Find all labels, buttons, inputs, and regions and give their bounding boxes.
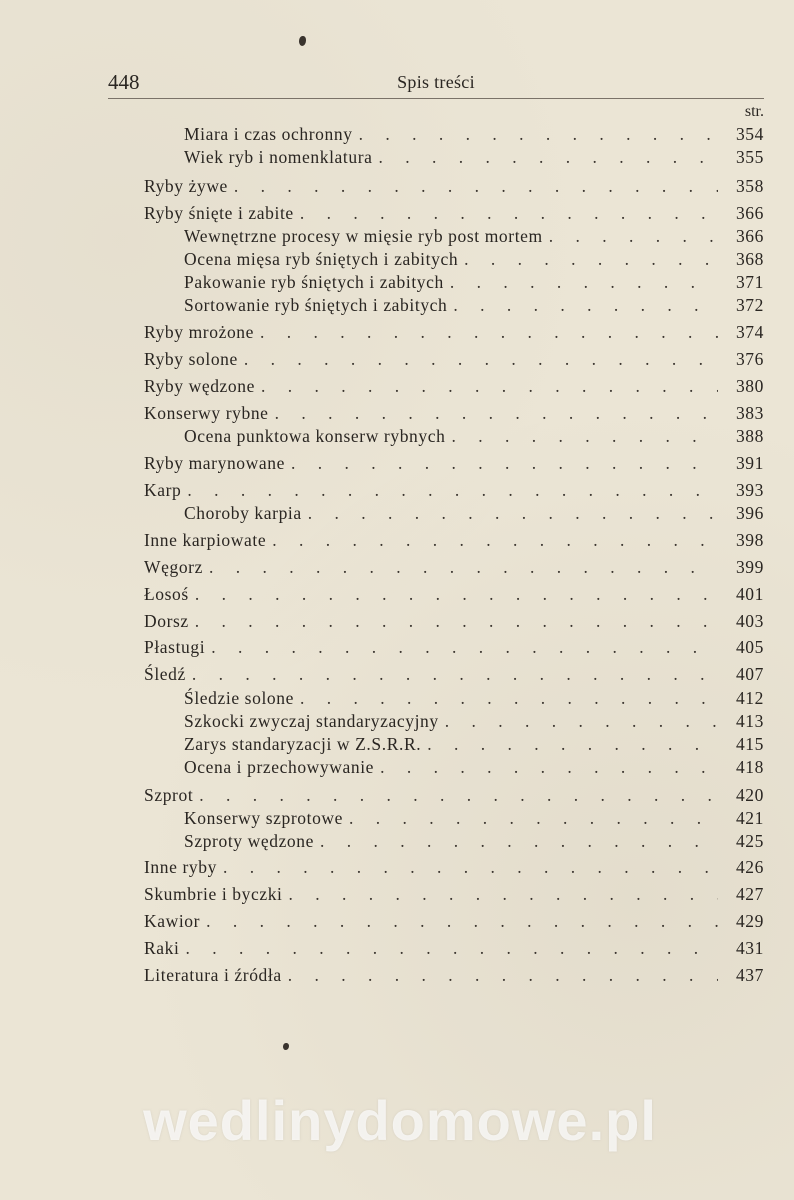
toc-entry-page: 376 — [735, 349, 764, 369]
dot-leader — [464, 249, 718, 270]
dot-leader — [380, 757, 718, 778]
dot-leader — [187, 480, 718, 501]
toc-entry[interactable] — [0, 203, 794, 225]
toc-entry[interactable] — [0, 734, 794, 756]
toc-entry[interactable] — [0, 911, 794, 933]
toc-entry[interactable] — [0, 503, 794, 525]
toc-entry-page: 418 — [735, 757, 764, 777]
toc-entry-page: 396 — [735, 503, 764, 523]
toc-entry-page: 437 — [735, 965, 764, 985]
dot-leader — [244, 349, 718, 370]
dot-leader — [211, 637, 718, 658]
toc-entry-title: Inne ryby — [144, 857, 217, 877]
dot-leader — [445, 711, 718, 732]
toc-entry-title: Śledź — [144, 664, 186, 684]
toc-entry-title: Choroby karpia — [184, 503, 302, 523]
toc-entry-title: Ocena i przechowywanie — [184, 757, 375, 777]
toc-entry-page: 383 — [735, 403, 764, 423]
toc-entry-page: 355 — [735, 147, 764, 167]
dot-leader — [379, 147, 718, 168]
dot-leader — [234, 176, 718, 197]
toc-entry-page: 374 — [735, 322, 764, 342]
toc-entry[interactable] — [0, 611, 794, 633]
toc-entry-title: Ocena mięsa ryb śniętych i zabitych — [184, 249, 459, 269]
dot-leader — [359, 124, 718, 145]
toc-entry-page: 401 — [735, 584, 764, 604]
toc-entry-page: 371 — [735, 272, 764, 292]
toc-entry[interactable] — [0, 226, 794, 248]
toc-entry[interactable] — [0, 664, 794, 686]
toc-entry-title: Wewnętrzne procesy w mięsie ryb post mortem — [184, 226, 543, 246]
toc-entry-page: 391 — [735, 453, 764, 473]
dot-leader — [451, 426, 718, 447]
dot-leader — [289, 884, 718, 905]
toc-entry[interactable] — [0, 322, 794, 344]
page-number: 448 — [108, 70, 140, 94]
toc-entry[interactable] — [0, 147, 794, 169]
toc-entry-page: 415 — [735, 734, 764, 754]
dot-leader — [192, 664, 718, 685]
dot-leader — [195, 611, 718, 632]
dot-leader — [275, 403, 718, 424]
toc-entry-title: Konserwy szprotowe — [184, 808, 344, 828]
toc-entry-page: 354 — [735, 124, 764, 144]
toc-entry-page: 368 — [735, 249, 764, 269]
toc-entry-page: 427 — [735, 884, 764, 904]
toc-entry-page: 366 — [735, 226, 764, 246]
toc-entry[interactable] — [0, 857, 794, 879]
ink-speck — [299, 36, 306, 46]
toc-entry[interactable] — [0, 249, 794, 271]
toc-entry[interactable] — [0, 530, 794, 552]
toc-entry-page: 429 — [735, 911, 764, 931]
toc-entry-title: Łosoś — [144, 584, 189, 604]
watermark: wedlinydomowe.pl — [143, 1089, 657, 1152]
toc-entry-page: 380 — [735, 376, 764, 396]
dot-leader — [453, 295, 718, 316]
toc-entry-title: Śledzie solone — [184, 688, 294, 708]
dot-leader — [450, 272, 718, 293]
toc-entry[interactable] — [0, 938, 794, 960]
dot-leader — [320, 831, 718, 852]
toc-entry-page: 426 — [735, 857, 764, 877]
toc-entry-page: 413 — [735, 711, 764, 731]
toc-entry-page: 407 — [735, 664, 764, 684]
dot-leader — [300, 688, 718, 709]
toc-entry[interactable] — [0, 453, 794, 475]
toc-entry-title: Szprot — [144, 785, 194, 805]
toc-entry-title: Ryby solone — [144, 349, 238, 369]
dot-leader — [185, 938, 718, 959]
toc-entry-title: Ryby żywe — [144, 176, 228, 196]
toc-entry-page: 388 — [735, 426, 764, 446]
toc-entry[interactable] — [0, 295, 794, 317]
dot-leader — [288, 965, 718, 986]
toc-entry[interactable] — [0, 688, 794, 710]
toc-entry-page: 366 — [735, 203, 764, 223]
toc-entry[interactable] — [0, 637, 794, 659]
toc-entry[interactable] — [0, 426, 794, 448]
dot-leader — [272, 530, 718, 551]
dot-leader — [300, 203, 718, 224]
toc-entry[interactable] — [0, 403, 794, 425]
toc-entry[interactable] — [0, 176, 794, 198]
toc-entry-page: 405 — [735, 637, 764, 657]
toc-entry-page: 431 — [735, 938, 764, 958]
toc-entry[interactable] — [0, 557, 794, 579]
toc-entry-title: Zarys standaryzacji w Z.S.R.R. — [184, 734, 422, 754]
ink-speck — [283, 1043, 289, 1050]
toc-entry-page: 398 — [735, 530, 764, 550]
dot-leader — [206, 911, 718, 932]
toc-entry-title: Ryby śnięte i zabite — [144, 203, 294, 223]
dot-leader — [260, 322, 718, 343]
toc-entry-page: 399 — [735, 557, 764, 577]
toc-entry[interactable] — [0, 808, 794, 830]
dot-leader — [427, 734, 718, 755]
dot-leader — [195, 584, 718, 605]
toc-entry-title: Karp — [144, 480, 182, 500]
toc-entry[interactable] — [0, 584, 794, 606]
toc-entry-title: Wiek ryb i nomenklatura — [184, 147, 373, 167]
toc-entry-title: Sortowanie ryb śniętych i zabitych — [184, 295, 448, 315]
toc-entry-title: Miara i czas ochronny — [184, 124, 353, 144]
toc-entry-page: 403 — [735, 611, 764, 631]
toc-entry[interactable] — [0, 376, 794, 398]
dot-leader — [261, 376, 718, 397]
toc-entry-title: Szproty wędzone — [184, 831, 315, 851]
toc-entry[interactable] — [0, 757, 794, 779]
toc-entry-title: Konserwy rybne — [144, 403, 269, 423]
toc-entry[interactable] — [0, 831, 794, 853]
toc-entry[interactable] — [0, 884, 794, 906]
toc-entry[interactable] — [0, 124, 794, 146]
dot-leader — [199, 785, 718, 806]
dot-leader — [349, 808, 718, 829]
toc-entry-title: Szkocki zwyczaj standaryzacyjny — [184, 711, 439, 731]
toc-entry-page: 372 — [735, 295, 764, 315]
dot-leader — [223, 857, 718, 878]
toc-entry-page: 412 — [735, 688, 764, 708]
toc-entry-page: 358 — [735, 176, 764, 196]
toc-entry-title: Ryby wędzone — [144, 376, 255, 396]
dot-leader — [209, 557, 718, 578]
toc-entry-page: 421 — [735, 808, 764, 828]
toc-entry[interactable] — [0, 711, 794, 733]
toc-entry-title: Dorsz — [144, 611, 189, 631]
dot-leader — [308, 503, 718, 524]
toc-entry-title: Pakowanie ryb śniętych i zabitych — [184, 272, 444, 292]
toc-entry[interactable] — [0, 480, 794, 502]
toc-entry-title: Skumbrie i byczki — [144, 884, 283, 904]
running-title: Spis treści — [397, 72, 475, 92]
toc-entry-page: 393 — [735, 480, 764, 500]
page-column-label: str. — [744, 103, 764, 120]
page-header — [108, 68, 764, 99]
toc-entry-title: Węgorz — [144, 557, 203, 577]
toc-entry-title: Literatura i źródła — [144, 965, 282, 985]
toc-entry-page: 425 — [735, 831, 764, 851]
toc-entry[interactable] — [0, 785, 794, 807]
toc-entry[interactable] — [0, 349, 794, 371]
toc-entry-title: Inne karpiowate — [144, 530, 267, 550]
toc-entry-title: Ryby marynowane — [144, 453, 285, 473]
toc-entry-title: Kawior — [144, 911, 201, 931]
toc-entry[interactable] — [0, 272, 794, 294]
toc-entry[interactable] — [0, 965, 794, 987]
toc-entry-title: Ryby mrożone — [144, 322, 255, 342]
dot-leader — [549, 226, 718, 247]
toc-entry-title: Ocena punktowa konserw rybnych — [184, 426, 446, 446]
toc-entry-page: 420 — [735, 785, 764, 805]
toc-entry-title: Raki — [144, 938, 180, 958]
dot-leader — [291, 453, 718, 474]
toc-entry-title: Płastugi — [144, 637, 206, 657]
